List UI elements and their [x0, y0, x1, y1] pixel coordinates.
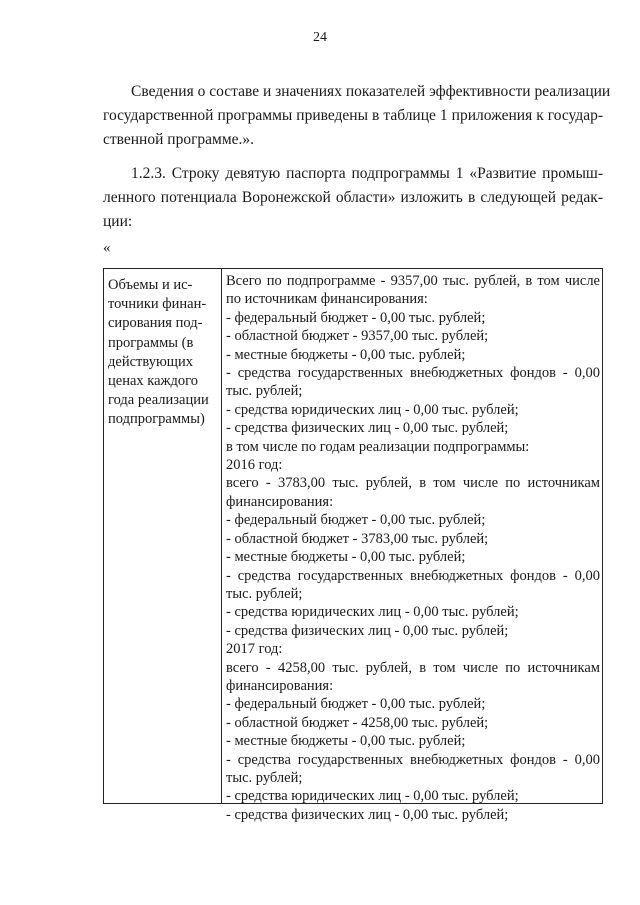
value-line: - средства физических лиц - 0,00 тыс. рублей;: [226, 806, 509, 823]
value-line: всего - 4258,00 тыс. рублей, в том числе по источникам: [226, 659, 600, 676]
value-line: Всего по подпрограмме - 9357,00 тыс. рублей, в том числе: [226, 273, 600, 289]
amendment-line: ленного потенциала Воронежской области» изложить в следующей редак-: [103, 189, 603, 206]
label-line: года реализации: [108, 392, 209, 409]
value-line: - средства юридических лиц - 0,00 тыс. рублей;: [226, 401, 519, 418]
value-line: - местные бюджеты - 0,00 тыс. рублей;: [226, 733, 466, 750]
value-line: тыс. рублей;: [226, 585, 303, 602]
amendment-line: 1.2.3. Строку девятую паспорта подпрограммы 1 «Развитие промыш-: [131, 165, 603, 182]
value-line: - федеральный бюджет - 0,00 тыс. рублей;: [226, 309, 486, 326]
value-line: - средства физических лиц - 0,00 тыс. рублей;: [226, 420, 509, 437]
value-line: - федеральный бюджет - 0,00 тыс. рублей;: [226, 512, 486, 529]
value-line: - средства юридических лиц - 0,00 тыс. рублей;: [226, 604, 519, 621]
value-line: - областной бюджет - 9357,00 тыс. рублей;: [226, 328, 489, 345]
value-line: - федеральный бюджет - 0,00 тыс. рублей;: [226, 696, 486, 713]
financing-table: [103, 268, 603, 823]
value-line: тыс. рублей;: [226, 383, 303, 400]
value-line: - средства государственных внебюджетных фондов - 0,00: [226, 365, 600, 382]
table-value-cell: [222, 269, 602, 823]
value-line: 2017 год:: [226, 641, 283, 658]
intro-line: Сведения о составе и значениях показателей эффективности реализации: [131, 83, 611, 100]
value-line: - средства физических лиц - 0,00 тыс. рублей;: [226, 622, 509, 639]
value-line: в том числе по годам реализации подпрограммы:: [226, 438, 530, 455]
value-line: финансирования:: [226, 493, 334, 510]
value-line: - средства юридических лиц - 0,00 тыс. рублей;: [226, 788, 519, 805]
label-line: подпрограммы): [108, 411, 205, 428]
intro-line: государственной программы приведены в таблице 1 приложения к государ-: [103, 107, 603, 124]
label-line: программы (в: [108, 334, 194, 351]
value-line: по источникам финансирования:: [226, 291, 428, 308]
page-number: 24: [313, 30, 327, 45]
value-line: финансирования:: [226, 677, 334, 694]
value-line: - средства государственных внебюджетных фондов - 0,00: [226, 567, 600, 584]
value-line: - средства государственных внебюджетных фондов - 0,00: [226, 751, 600, 768]
label-line: сирования под-: [108, 315, 203, 332]
opening-quote: «: [103, 240, 111, 256]
value-line: - областной бюджет - 3783,00 тыс. рублей;: [226, 530, 489, 547]
value-line: всего - 3783,00 тыс. рублей, в том числе по источникам: [226, 475, 600, 492]
amendment-line: ции:: [103, 213, 133, 230]
intro-paragraph: [103, 80, 611, 152]
value-line: - местные бюджеты - 0,00 тыс. рублей;: [226, 549, 466, 566]
label-line: ценах каждого: [108, 373, 199, 390]
label-line: Объемы и ис-: [108, 277, 193, 293]
value-line: 2016 год:: [226, 457, 283, 474]
value-line: тыс. рублей;: [226, 769, 303, 786]
intro-line: ственной программе.».: [103, 131, 255, 148]
value-line: - местные бюджеты - 0,00 тыс. рублей;: [226, 346, 466, 363]
label-line: действующих: [108, 353, 193, 370]
table-label-cell: [104, 269, 222, 803]
label-line: точники финан-: [108, 296, 207, 313]
value-line: - областной бюджет - 4258,00 тыс. рублей;: [226, 714, 489, 731]
amendment-paragraph: [103, 162, 603, 234]
